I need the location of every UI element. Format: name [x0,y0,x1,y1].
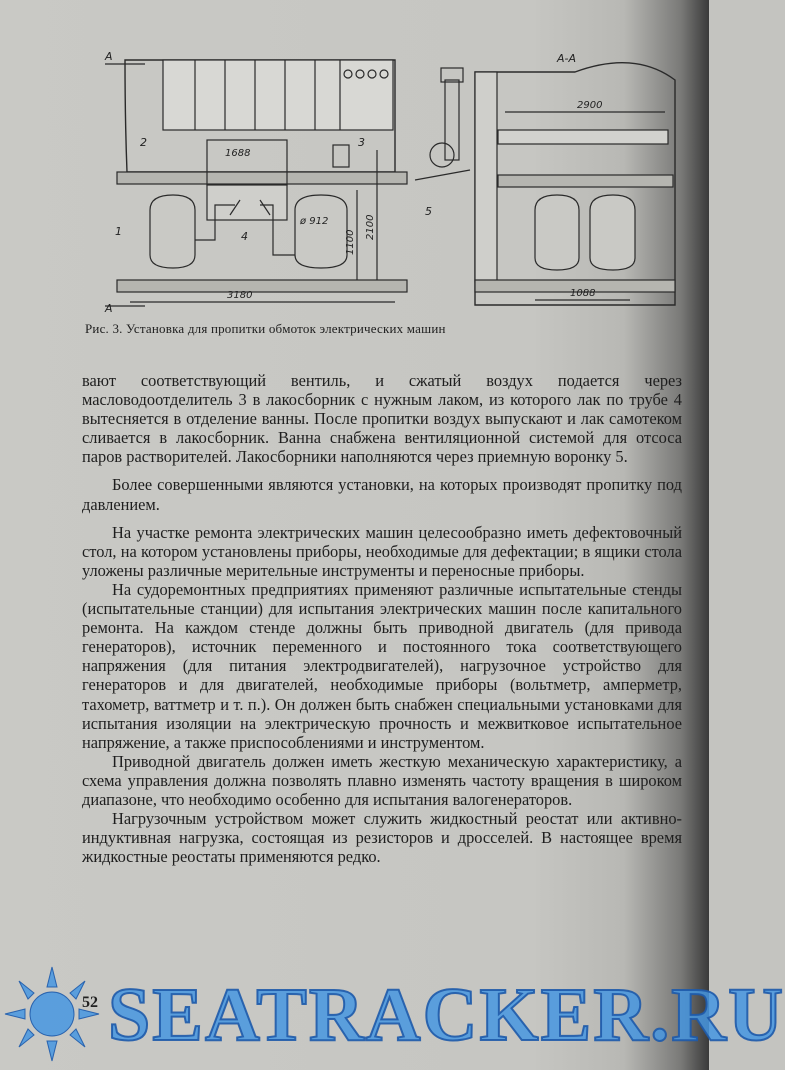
paragraph-2: Более совершенными являются установки, на которых производят пропитку под давлением. [82,475,682,514]
watermark-text: SEATRACKER.RU [108,973,785,1057]
paragraph-5: Приводной двигатель должен иметь жесткую механическую характеристику, а схема управления должна позволять плавно изменять частоту вращения в широком диапазоне, что необходимо особенно для испытания валогенераторов. [82,751,682,809]
paragraph-4: На судоремонтных предприятиях применяют различные испытательные стенды (испытательные станции) для испытания электрических машин после капитального ремонта. На каждом стенде должны быть приводной двигатель (для привода генераторов), источник переменного и постоянного тока соответствующего напряжения (для питания электродвигателей), нагрузочное устройство для генераторов и для двигателей, необходимые приборы (вольтметр, амперметр, тахометр, ваттметр и т. п.). Он должен быть снабжен специальными установками для испытания изоляции на электрическую прочность и межвитковое испытательное напряжение, а также приспособлениями и инструментом. [82,579,682,752]
impregnation-unit-diagram [95,40,695,315]
technical-drawing [95,40,695,315]
part-label-5: 5 [425,205,432,218]
body-text [82,371,682,866]
paragraph-1: вают соответствующий вентиль, и сжатый воздух подается через масловодоотделитель 3 в лакосборник с нужным лаком, из которого лак по трубе 4 вытесняется в отделение ванны. После пропитки воздух выпускают и лак самотеком сливается в лакосборник. Ванна снабжена вентиляционной системой для отсоса паров растворителей. Лакосборники наполняются через приемную воронку 5. [82,371,682,467]
page-number: 52 [82,994,98,1011]
dim-2100: 2100 [365,214,376,240]
part-label-2: 2 [140,136,147,149]
part-label-3: 3 [358,136,365,149]
figure-caption: Рис. 3. Установка для пропитки обмоток электрических машин [85,321,446,336]
section-mark-a-bottom: А [105,302,113,315]
section-mark-aa: А-А [557,52,577,65]
dim-1100: 1100 [345,229,356,255]
part-label-1: 1 [115,225,122,238]
dim-3180: 3180 [227,290,253,301]
dim-912: ø 912 [300,216,329,227]
dim-1088: 1088 [570,288,596,299]
section-mark-a: А [105,50,113,63]
part-label-4: 4 [241,230,248,243]
dim-1688: 1688 [225,148,251,159]
paragraph-6: Нагрузочным устройством может служить жидкостный реостат или активно-индуктивная нагрузка, состоящая из резисторов и дросселей. В настоящее время жидкостные реостаты применяются редко. [82,809,682,867]
paragraph-3: На участке ремонта электрических машин целесообразно иметь дефектовочный стол, на котором установлены приборы, необходимые для дефектации; в ящики стола уложены различные мерительные инструменты и переносные приборы. [82,522,682,580]
sun-logo-icon [2,962,102,1062]
dim-2900: 2900 [577,100,603,111]
